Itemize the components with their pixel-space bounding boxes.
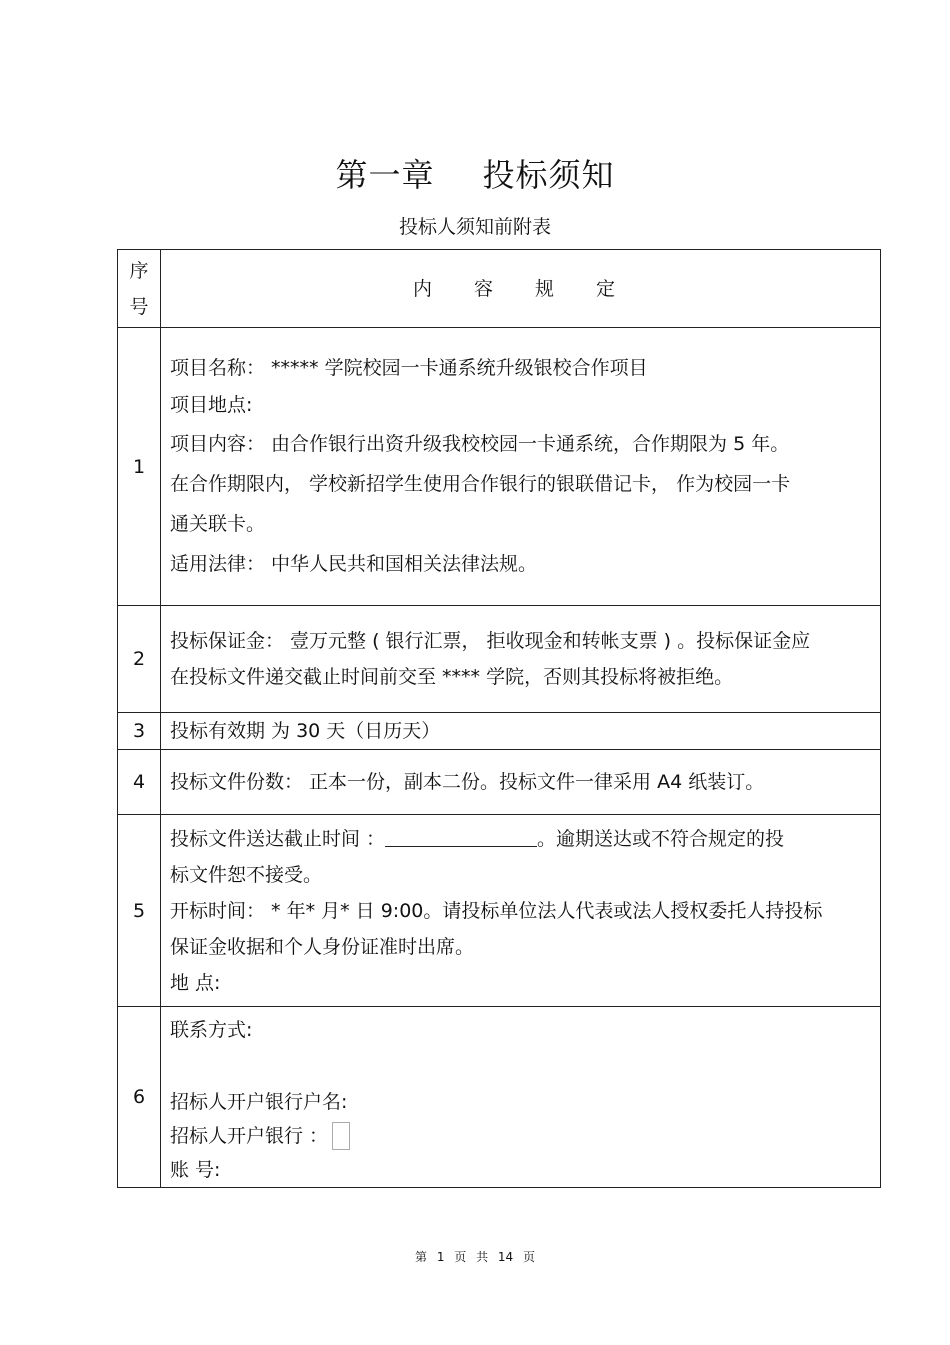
row-content (161, 713, 881, 750)
header-num-line1: 序 (129, 259, 149, 282)
row-number: 3 (118, 713, 161, 750)
chapter-number: 第一章 (335, 156, 435, 194)
header-content-cell: 内 容 规 定 (161, 250, 881, 328)
content-line: 保证金收据和个人身份证准时出席。 (170, 935, 475, 958)
content-line: 招标人开户银行户名: (170, 1091, 348, 1113)
content-line: 通关联卡。 (170, 512, 266, 535)
deadline-note: 。逾期送达或不符合规定的投 (537, 827, 785, 850)
content-line (170, 821, 876, 857)
header-num-line2: 号 (129, 295, 149, 318)
content-line (170, 1119, 876, 1153)
row-number: 1 (118, 328, 161, 606)
row-number: 4 (118, 750, 161, 815)
row-number: 5 (118, 815, 161, 1007)
content-line: 开标时间： * 年* 月* 日 9:00。请投标单位法人代表或法人授权委托人持投标 (170, 899, 823, 922)
content-line: 投标文件份数： 正本一份，副本二份。投标文件一律采用 A4 纸装订。 (170, 771, 765, 793)
content-line: 投标有效期 为 30 天（日历天） (170, 720, 441, 742)
row-content (161, 750, 881, 815)
row-number: 6 (118, 1007, 161, 1188)
table-row (118, 815, 881, 1007)
table-row (118, 328, 881, 606)
row-content (161, 328, 881, 606)
content-line: 地 点: (170, 971, 221, 994)
row-number: 2 (118, 606, 161, 713)
header-num-cell (118, 250, 161, 328)
table-row (118, 750, 881, 815)
content-line: 联系方式: (170, 1019, 253, 1041)
content-line: 项目名称： ***** 学院校园一卡通系统升级银校合作项目 (170, 356, 648, 379)
table-caption: 投标人须知前附表 (398, 216, 551, 238)
table-row (118, 606, 881, 713)
bidder-instructions-table (117, 249, 881, 1188)
bank-label: 招标人开户银行 ： (170, 1125, 329, 1147)
table-header-row (118, 250, 881, 328)
content-line: 项目内容： 由合作银行出资升级我校校园一卡通系统，合作期限为 5 年。 (170, 432, 790, 455)
table-row (118, 1007, 881, 1188)
content-line: 适用法律： 中华人民共和国相关法律法规。 (170, 552, 538, 575)
content-line: 在投标文件递交截止时间前交至 **** 学院，否则其投标将被拒绝。 (170, 666, 734, 688)
content-line: 在合作期限内， 学校新招学生使用合作银行的银联借记卡， 作为校园一卡 (170, 472, 791, 495)
content-line: 标文件恕不接受。 (170, 863, 323, 886)
content-line: 项目地点: (170, 393, 253, 416)
deadline-blank (385, 824, 537, 847)
content-line: 账 号: (170, 1159, 221, 1181)
chapter-name: 投标须知 (482, 156, 615, 194)
page-footer: 第 1 页 共 14 页 (415, 1250, 535, 1264)
content-line: 投标保证金： 壹万元整 ( 银行汇票， 拒收现金和转帐支票 ) 。投标保证金应 (170, 630, 811, 652)
deadline-label: 投标文件送达截止时间 ： (170, 827, 386, 850)
row-content (161, 606, 881, 713)
chapter-title (0, 150, 950, 196)
empty-box (332, 1122, 350, 1150)
row-content (161, 1007, 881, 1188)
table-row (118, 713, 881, 750)
row-content (161, 815, 881, 1007)
